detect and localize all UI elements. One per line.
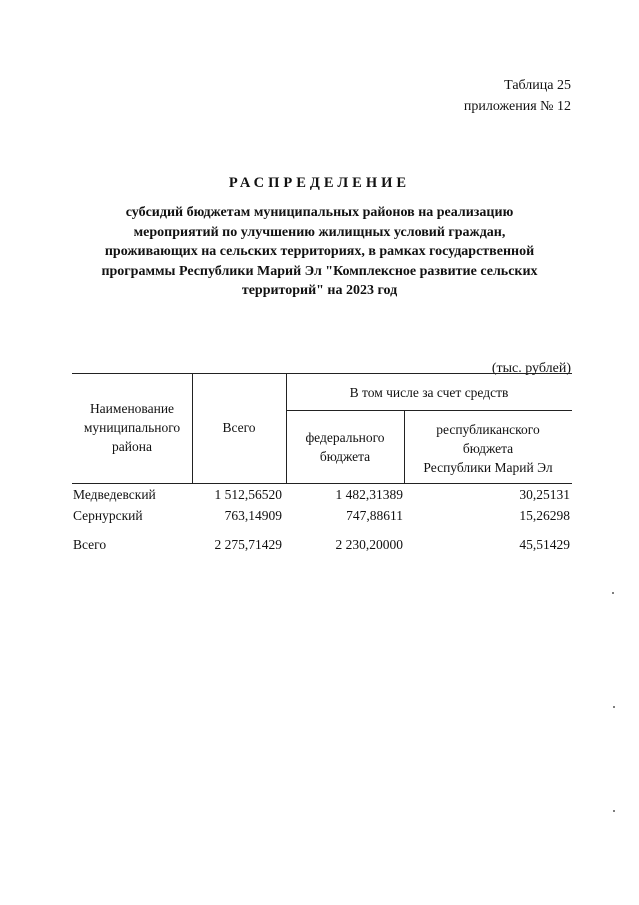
appendix-label: приложения № 12 (463, 99, 571, 114)
column-header-name: Наименование муниципального района (83, 401, 181, 454)
table-number-label: Таблица 25 (504, 78, 571, 93)
summary-republic: 45,51429 (519, 537, 570, 552)
table-top-border (72, 373, 572, 374)
row-name: Сернурский (73, 508, 143, 523)
subtitle-line: проживающих на сельских территориях, в рамках государственной (104, 244, 535, 259)
subtitle-line: субсидий бюджетам муниципальных районов на реализацию (125, 205, 514, 220)
document-subtitle (60, 203, 579, 301)
column-header-federal: федерального бюджета (305, 430, 385, 464)
row-total: 763,14909 (224, 508, 282, 523)
row-federal: 1 482,31389 (335, 487, 403, 502)
units-label: (тыс. рублей) (491, 361, 571, 376)
column-header-group: В том числе за счет средств (349, 385, 509, 400)
column-header-total: Всего (222, 420, 256, 435)
row-republic: 30,25131 (519, 487, 570, 502)
subtitle-line: мероприятий по улучшению жилищных условий граждан, (133, 224, 506, 240)
row-total: 1 512,56520 (214, 487, 282, 502)
subtitle-line: территорий" на 2023 год (241, 283, 398, 298)
row-republic: 15,26298 (519, 508, 570, 523)
row-name: Медведевский (73, 487, 156, 502)
document-title: РАСПРЕДЕЛЕНИЕ (228, 175, 411, 191)
subtitle-line: программы Республики Марий Эл "Комплексное развитие сельских (101, 263, 538, 279)
scan-speck (612, 592, 614, 594)
summary-federal: 2 230,20000 (335, 537, 403, 552)
summary-name: Всего (73, 537, 107, 552)
row-federal: 747,88611 (346, 508, 403, 523)
group-header-divider (286, 410, 572, 411)
scan-speck (613, 706, 615, 708)
column-header-republic: республиканского бюджета Республики Марий Эл (423, 422, 553, 475)
scan-speck (613, 810, 615, 812)
header-bottom-border (72, 483, 572, 484)
summary-total: 2 275,71429 (214, 537, 282, 552)
